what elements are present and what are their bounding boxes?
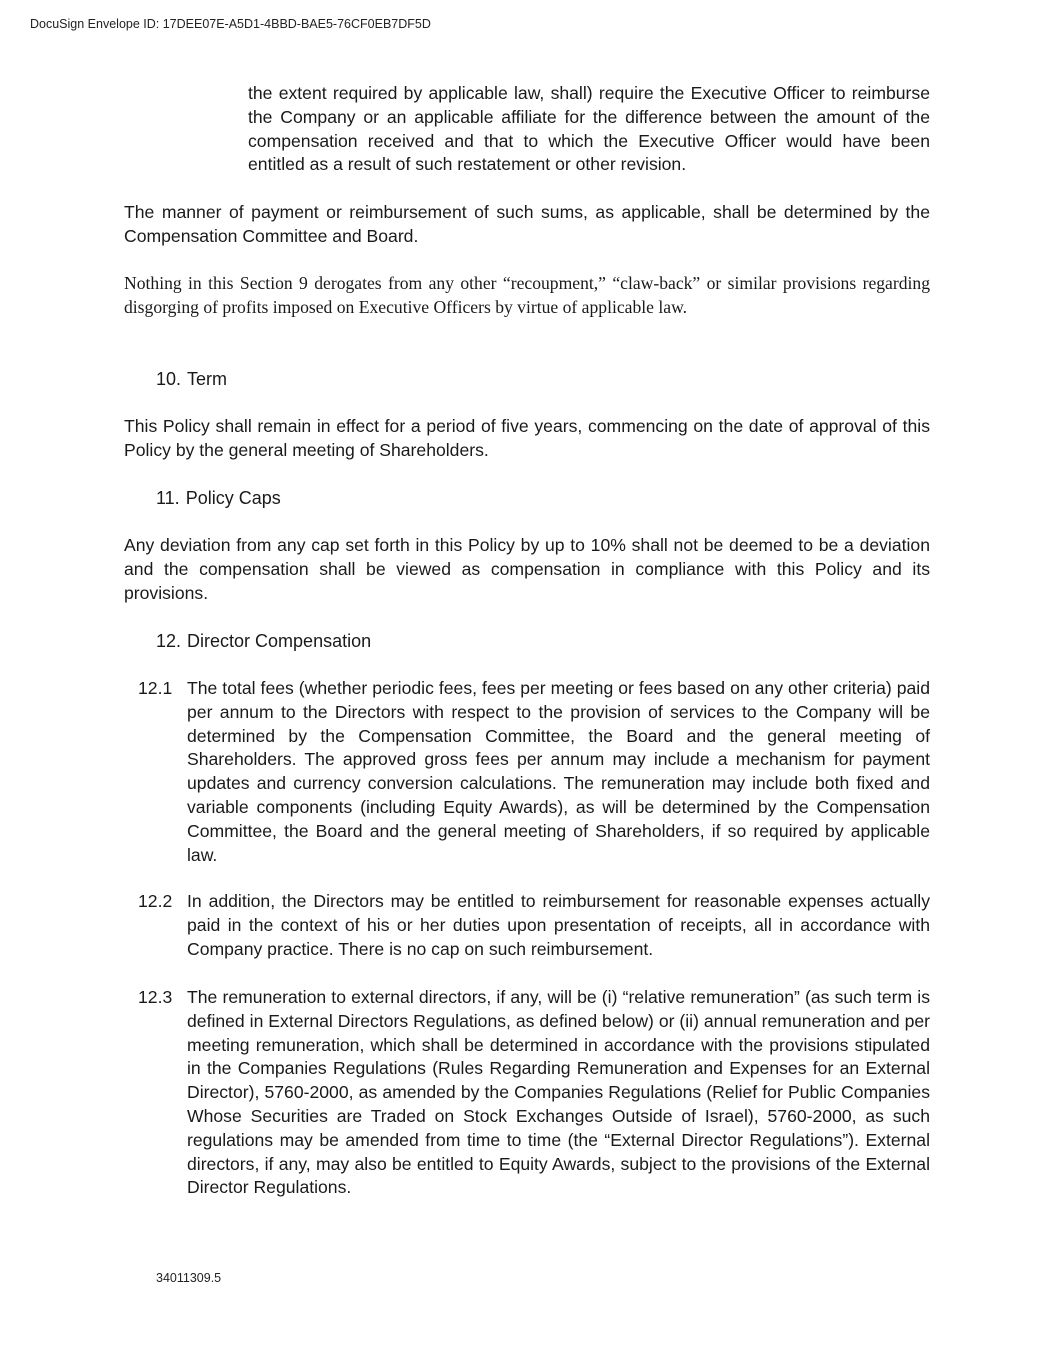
- list-item-12-1: [138, 677, 930, 867]
- section-number: 12.: [156, 631, 182, 651]
- section-number: 11.: [156, 488, 180, 508]
- section-number: 10.: [156, 369, 182, 389]
- term-paragraph: This Policy shall remain in effect for a period of five years, commencing on the date of approval of this Policy by the general meeting of Shareholders.: [124, 416, 930, 460]
- policy-caps-paragraph: Any deviation from any cap set forth in this Policy by up to 10% shall not be deemed to be a deviation and the compensation shall be viewed as compensation in compliance with this Policy and its provisions.: [124, 535, 930, 603]
- continuation-paragraph: the extent required by applicable law, shall) require the Executive Officer to reimburse the Company or an applicable affiliate for the difference between the amount of the compensation received and that to which the Executive Officer would have been entitled as a result of such restatement or other revision.: [248, 83, 930, 175]
- item-text: The remuneration to external directors, if any, will be (i) “relative remuneration” (as such term is defined in External Directors Regulations, as defined below) or (ii) annual remuneration and per meeting remuneration, which shall be determined in accordance with the provisions stipulated in the Companies Regulations (Rules Regarding Remuneration and Expenses for an External Director), 5760-2000, as amended by the Companies Regulations (Relief for Public Companies Whose Securities are Traded on Stock Exchanges Outside of Israel), 5760-2000, as such regulations may be amended from time to time (the “External Director Regulations”). External directors, if any, may also be entitled to Equity Awards, subject to the provisions of the External Director Regulations.: [187, 987, 930, 1198]
- item-number: 12.2: [138, 891, 173, 911]
- item-number: 12.1: [138, 678, 173, 698]
- list-item-12-2: [138, 890, 930, 961]
- section-title: Policy Caps: [185, 488, 281, 508]
- item-text: The total fees (whether periodic fees, fees per meeting or fees based on any other criteria) paid per annum to the Directors with respect to the provision of services to the Company will be determined by the Compensation Committee, the Board and the general meeting of Shareholders. The approved gross fees per annum may include a mechanism for payment updates and currency conversion calculations. The remuneration may include both fixed and variable components (including Equity Awards), as will be determined by the Compensation Committee, the Board and the general meeting of Shareholders, if so required by applicable law.: [187, 678, 930, 865]
- item-text: In addition, the Directors may be entitled to reimbursement for reasonable expenses actually paid in the context of his or her duties upon presentation of receipts, all in accordance with Company practice. There is no cap on such reimbursement.: [187, 891, 930, 959]
- document-footer-code: 34011309.5: [156, 1271, 222, 1285]
- list-item-12-3: [138, 986, 930, 1200]
- item-number: 12.3: [138, 987, 173, 1007]
- section-title: Term: [187, 369, 228, 389]
- section-heading-term: [156, 367, 227, 391]
- nothing-derogates-paragraph: Nothing in this Section 9 derogates from any other “recoupment,” “claw-back” or similar provisions regarding disgorging of profits imposed on Executive Officers by virtue of applicable law.: [124, 273, 930, 317]
- section-heading-policy-caps: [156, 486, 281, 510]
- docusign-envelope-id: DocuSign Envelope ID: 17DEE07E-A5D1-4BBD-BAE5-76CF0EB7DF5D: [30, 17, 431, 31]
- section-title: Director Compensation: [187, 631, 372, 651]
- manner-of-payment-paragraph: The manner of payment or reimbursement of such sums, as applicable, shall be determined by the Compensation Committee and Board.: [124, 202, 930, 246]
- section-heading-director-compensation: [156, 629, 371, 653]
